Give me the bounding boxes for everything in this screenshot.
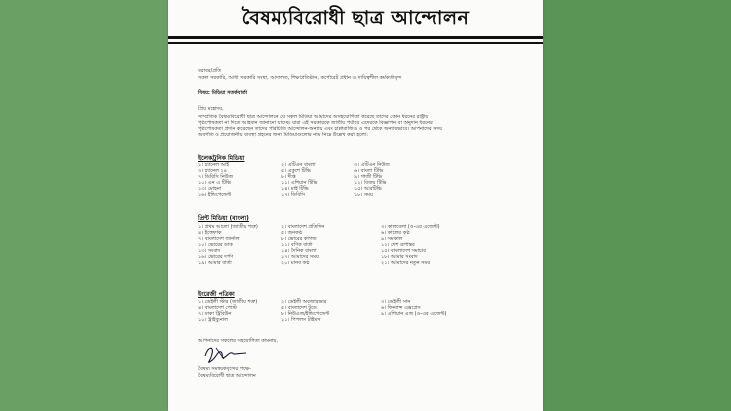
- list-item: ১০। ভোরের ডাক: [198, 242, 233, 248]
- body-line: পৃষ্ঠপোষকতা প্রদান করেছেন তাদের পরিচিতি আন্দোলন-অন্যায় এবং চাপ্পাবাজিও ও পর থেকে অন্যায়ভাবে। আপনাদের সদয়: [198, 126, 443, 132]
- section-heading-print-bangla: প্রিন্ট মিডিয়া (বাংলা): [198, 215, 249, 222]
- list-item: ১৯। আমার বার্তা: [198, 260, 232, 266]
- title-rule-thin: [168, 42, 543, 44]
- list-item: ৯। এশিয়ান এজ (ও-এর এজেন্ট): [381, 311, 447, 317]
- list-item: ১১। বণিক বার্তা: [281, 242, 313, 248]
- section-heading-english: ইংরেজী পত্রিকা: [198, 291, 235, 298]
- english-col-3: [381, 299, 446, 317]
- list-item: ১। চ্যানেল আই: [198, 162, 229, 168]
- title-rule-thick: [168, 36, 543, 39]
- list-item: ১। ডেইলী স্টার (জাতীয় শত্রু): [198, 299, 258, 305]
- list-item: ৮। ভোরের কাগজ: [281, 236, 317, 242]
- list-item: ১৩। মোহনা: [198, 186, 222, 192]
- list-item: ১৪। দৈনিক বাংলা: [281, 248, 317, 254]
- list-item: ৬। কালের কণ্ঠ: [381, 230, 410, 236]
- closing-line: আপনাদের সকলের সহযোগিতা কামনায়,: [198, 338, 278, 344]
- electronic-col-1: [198, 162, 233, 198]
- list-item: ১৬। ভোরের দর্পণ: [198, 254, 234, 260]
- list-item: ৭। বাংলাদেশ জার্নাল: [198, 236, 240, 242]
- list-item: ২১। আমাদের নতুন সময়: [381, 260, 431, 266]
- list-item: ৪। ইত্তেফাক: [198, 230, 222, 236]
- list-item: ৫। বাংলাদেশ টুডে: [281, 305, 317, 311]
- english-col-1: [198, 299, 257, 323]
- list-item: ৬। ফিন্যান্স এক্সপ্রেস: [381, 305, 421, 311]
- background-right: [543, 0, 731, 411]
- body-line: পৃষ্ঠপোষকতা না দিতে আহবান জানানো যাচ্ছে। যারা এই সরকারকে জাতীয় পর্যায়ে এদেরকে বিজ্ঞাপন বা অনুদান ধরনের: [198, 120, 433, 126]
- list-item: ৫। একুশে টিভি: [281, 168, 311, 174]
- list-item: ৪। বাংলাদেশ পোস্ট: [198, 305, 237, 311]
- list-item: ২। ডেইলী অবজারভার: [281, 299, 327, 305]
- list-item: ১১। এশিয়ান টিভি: [281, 180, 318, 186]
- signature-line-1: বৈষম্য সমন্বয়কবৃন্দের পক্ষে-: [198, 366, 251, 372]
- list-item: ১৩। সংবাদ: [198, 248, 221, 254]
- recipient-list: সকল সরকারি, আধা সরকারি সংস্থা, আদালত, শিক্ষাপ্রতিষ্ঠান, কর্পোরেট প্রধান ও দায়িত্বশীল কর্মকর্তাবৃন্দ: [198, 75, 402, 81]
- list-item: ৮। দীপ্ত: [281, 174, 296, 180]
- list-item: ১৮। সময়: [354, 192, 373, 198]
- subject-line: বিষয়: মিডিয়া সতর্কবার্তা: [198, 90, 248, 96]
- document-page: [168, 0, 543, 411]
- electronic-col-3: [354, 162, 390, 198]
- list-item: ১০। ট্রাইব্যুনাল: [198, 317, 228, 323]
- section-heading-electronic: ইলেকট্রনিক মিডিয়া: [198, 155, 245, 162]
- body-line: সাম্প্রতিক বৈষম্যবিরোধী ছাত্র আন্দোলনে যে সকল মিডিয়া আমাদের অসহযোগিতা করেছে তাদের কোন ধরনের রাষ্ট্রীয়: [198, 114, 429, 120]
- signature-scribble: [202, 342, 248, 366]
- list-item: ১৭। আমাদের সময়: [281, 254, 319, 260]
- list-item: ১২। দেশ রূপান্তর: [381, 242, 415, 248]
- document-title: বৈষম্যবিরোধী ছাত্র আন্দোলন: [241, 7, 470, 29]
- english-col-2: [281, 299, 329, 323]
- list-item: ১৫। বাংলাদেশ সমাচার: [381, 248, 427, 254]
- salutation: প্রিয় মহোদয়,: [198, 106, 224, 112]
- list-item: ১৬। ইন্ডিপেন্ডেন্ট: [198, 192, 232, 198]
- list-item: ১২। বিজয় টিভি: [354, 180, 387, 186]
- list-item: ১০। এন এ টিভি: [198, 180, 231, 186]
- list-item: ৩। কালবেলা (ও-এর এজেন্ট): [381, 224, 440, 230]
- list-item: ৯। গাজী টিভি: [354, 174, 383, 180]
- body-paragraph: [198, 114, 533, 138]
- list-item: ৭। ডিবিসি নিউজ: [198, 174, 234, 180]
- list-item: ৫। জনকণ্ঠ: [281, 230, 303, 236]
- print-col-1: [198, 224, 258, 266]
- list-item: ২০। মানব কণ্ঠ: [281, 260, 310, 266]
- electronic-col-2: [281, 162, 317, 198]
- list-item: ৩। চ্যানেল ২৪: [198, 168, 228, 174]
- list-item: ৩। ডেইলী সান: [381, 299, 411, 305]
- list-item: ১৭। ডিবিসি: [281, 192, 305, 198]
- list-item: ১১। পিপলস টাইমস: [281, 317, 321, 323]
- list-item: ৩। এটিএন নিউজ: [354, 162, 390, 168]
- print-col-2: [281, 224, 324, 266]
- recipient-label: বরাবর/প্রতি: [198, 68, 222, 74]
- list-item: ৬। বাংলা টিভি: [354, 168, 384, 174]
- list-item: ৭। ঢাকা ট্রিবিউন: [198, 311, 232, 317]
- list-item: ১৮। আমার সংবাদ: [381, 254, 418, 260]
- list-item: ১। প্রথম আলো (জাতীয় শত্রু): [198, 224, 258, 230]
- print-col-3: [381, 224, 440, 266]
- list-item: ১৪। মাই টিভি: [281, 186, 309, 192]
- background-left: [0, 0, 168, 411]
- signature-line-2: বৈষম্যবিরোধী ছাত্র আন্দোলন: [198, 373, 256, 379]
- list-item: ৮। নিউএজ/ইন্ডিপেন্ডেন্ট: [281, 311, 330, 317]
- list-item: ২। এটিএন বাংলা: [281, 162, 316, 168]
- list-item: ২। বাংলাদেশ প্রতিদিন: [281, 224, 325, 230]
- list-item: ১৫। আরটিভি: [354, 186, 382, 192]
- list-item: ৯। সমকাল: [381, 236, 403, 242]
- body-line: অবগতি ও প্রয়োজনীয় ব্যবস্থা গ্রহনের জন্য মিডিয়াগুলোর নাম নিম্নে উল্লেখ করা হলো:: [198, 132, 368, 138]
